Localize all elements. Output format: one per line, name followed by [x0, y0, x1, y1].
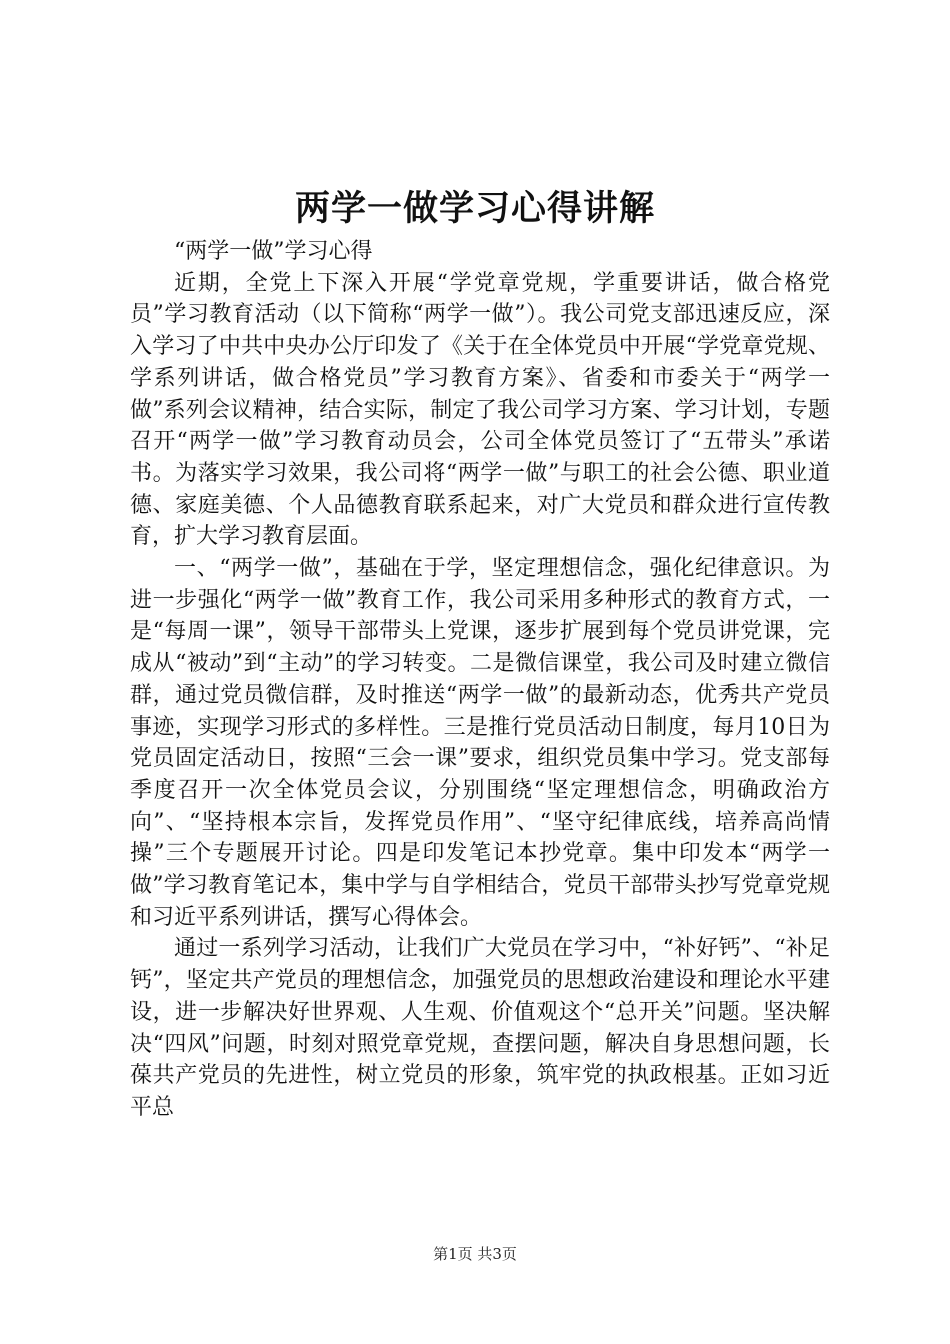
page-number-footer: 第1页 共3页 [433, 1245, 517, 1263]
body-paragraph: 近期，全党上下深入开展“学党章党规，学重要讲话，做合格党员”学习教育活动（以下简称“两学一做”）。我公司党支部迅速反应，深入学习了中共中央办公厅印发了《关于在全体党员中开展“学党章党规、学系列讲话，做合格党员”学习教育方案》、省委和市委关于“两学一做”系列会议精神，结合实际，制定了我公司学习方案、学习计划，专题召开“两学一做”学习教育动员会，公司全体党员签订了“五带头”承诺书。为落实学习效果，我公司将“两学一做”与职工的社会公德、职业道德、家庭美德、个人品德教育联系起来，对广大党员和群众进行宣传教育，扩大学习教育层面。 [130, 270, 830, 550]
document-body [130, 236, 830, 1124]
body-paragraph: 通过一系列学习活动，让我们广大党员在学习中，“补好钙”、“补足钙”，坚定共产党员的理想信念，加强党员的思想政治建设和理论水平建设，进一步解决好世界观、人生观、价值观这个“总开关”问题。坚决解决“四风”问题，时刻对照党章党规，查摆问题，解决自身思想问题，长葆共产党员的先进性，树立党员的形象，筑牢党的执政根基。正如习近平总 [130, 936, 830, 1120]
body-paragraph: 一、“两学一做”，基础在于学，坚定理想信念，强化纪律意识。为进一步强化“两学一做”教育工作，我公司采用多种形式的教育方式，一是“每周一课”，领导干部带头上党课，逐步扩展到每个党员讲党课，完成从“被动”到“主动”的学习转变。二是微信课堂，我公司及时建立微信群，通过党员微信群，及时推送“两学一做”的最新动态，优秀共产党员事迹，实现学习形式的多样性。三是推行党员活动日制度，每月10日为党员固定活动日，按照“三会一课”要求，组织党员集中学习。党支部每季度召开一次全体党员会议，分别围绕“坚定理想信念，明确政治方向”、“坚持根本宗旨，发挥党员作用”、“坚守纪律底线，培养高尚情操”三个专题展开讨论。四是印发笔记本抄党章。集中印发本“两学一做”学习教育笔记本，集中学与自学相结合，党员干部带头抄写党章党规和习近平系列讲话，撰写心得体会。 [130, 556, 830, 930]
document-title: 两学一做学习心得讲解 [294, 188, 655, 229]
subtitle-paragraph: “两学一做”学习心得 [174, 239, 373, 264]
